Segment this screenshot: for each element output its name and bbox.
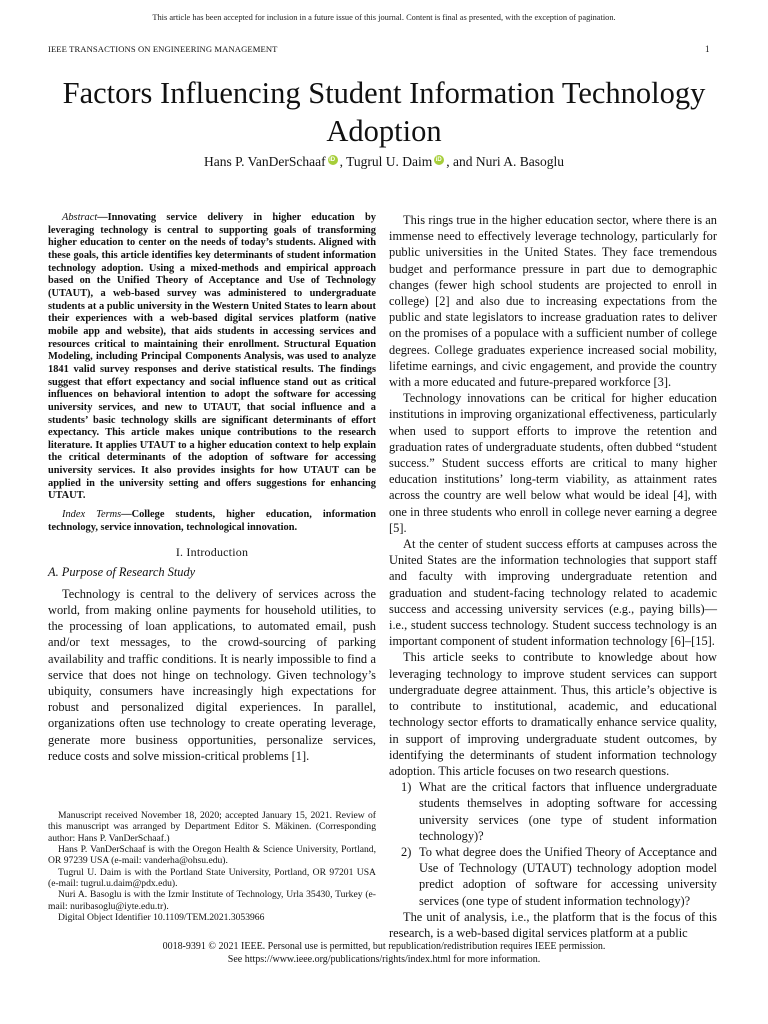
footnote: Nuri A. Basoglu is with the Izmir Institute of Technology, Urla 35430, Turkey (e-mail: nuribasoglu@iyte.edu.tr). [48, 889, 376, 912]
footnote: Tugrul U. Daim is with the Portland State University, Portland, OR 97201 USA (e-mail: tugrul.u.daim@pdx.edu). [48, 866, 376, 890]
paragraph: This rings true in the higher education sector, where there is an immense need to effectively leverage technology, particularly for public universities in the United States. They face tremendous budget and performance pressure in part due to demographic changes (fewer high school students are projected to enroll in college) [2] and also due to increasing expectations from the public and state legislators to increase graduation rates to deliver on the promises of a populace with a sufficient number of college degrees. College graduates experience increased social mobility, lifetime earnings, and civic engagement, and provide the country with a more educated and future-prepared workforce [3]. [389, 213, 717, 390]
orcid-icon[interactable] [434, 155, 444, 165]
subsection-heading: A. Purpose of Research Study [48, 564, 196, 579]
index-terms-label: Index Terms [62, 509, 122, 521]
author-name: Hans P. VanDerSchaaf [203, 154, 326, 169]
footnote: Digital Object Identifier 10.1109/TEM.2021.3053966 [58, 912, 265, 924]
orcid-icon[interactable] [328, 155, 338, 165]
abstract-text: —Innovating service delivery in higher education by leveraging technology is central to supporting goals of transforming higher education to center on the needs of today’s students. Aligned with these goals, this article identifies key determinants of student information technology adoption. Using a mixed-methods and empirical approach based on the Unified Theory of Acceptance and Use of Technology (UTAUT), a web-based survey was administered to undergraduate students at a public university in the Western United States to learn about their experiences with a web-based digital services platform (native mobile app and website), that aids students in accessing services and resources critical to maintaining their enrollment. Structural Equation Modeling, including Principal Components Analysis, was used to analyze 1841 valid survey responses and derive statistical results. The findings suggest that effort expectancy and social influence stand out as critical influences on behavioral intention to adopt the software for accessing university services, and new to UTAUT, that social influence and a students’ basic technology skills are significant determinants of effort expectancy. This article makes unique contributions to the research literature. It applies UTAUT to a higher education context to help explain the critical determinants of the adoption of software for accessing university services. It also provides insights for how UTAUT can be applied in the university setting and offers suggestions for enhancing UTAUT. [48, 212, 376, 502]
footnote: Manuscript received November 18, 2020; accepted January 15, 2021. Review of this manuscript was arranged by Department Editor S. Mäkinen. (Corresponding author: Hans P. VanDerSchaaf.) [48, 810, 376, 844]
page-number: 1 [705, 44, 710, 54]
copyright-line: 0018-9391 © 2021 IEEE. Personal use is permitted, but republication/redistribution requires IEEE permission. [162, 941, 606, 952]
index-terms [48, 509, 376, 534]
abstract-label: Abstract [62, 212, 98, 223]
question-text: What are the critical factors that influence undergraduate students themselves in adopting software for accessing university services (one type of student information technology)? [419, 780, 717, 843]
copyright-notice [0, 940, 768, 966]
paragraph: The unit of analysis, i.e., the platform that is the focus of this research, is a web-based digital services platform at a public [389, 909, 717, 940]
rights-link-line: See https://www.ieee.org/publications/rights/index.html for more information. [227, 954, 541, 965]
paragraph: Technology is central to the delivery of services across the world, from making online payments for household utilities, to the processing of loan applications, to automated email, push and/or text messages, to the crowd-sourcing of parking availability and traffic conditions. It is nearly impossible to find a service that does not hinge on technology. Given technology’s ubiquity, consumers have increasingly high expectations for robust and personalized digital experiences. In parallel, organizations often use technology to create operating leverage, generate more business opportunities, personalize services, reduce costs and solve mission-critical problems [1]. [48, 586, 376, 763]
footnote: Hans P. VanDerSchaaf is with the Oregon Health & Science University, Portland, OR 97239 USA (e-mail: vanderha@ohsu.edu). [48, 844, 376, 867]
paragraph: This article seeks to contribute to knowledge about how leveraging technology to improve student services can support undergraduate degree attainment. Thus, this article’s objective is to contribute to institutional, academic, and educational technology sector efforts to dramatically enhance service quality, in support of improving undergraduate student outcomes, by identifying the determinants of student information technology adoption. This article focuses on two research questions. [389, 650, 717, 778]
paragraph: At the center of student success efforts at campuses across the United States are the information technologies that support staff and faculty with improving undergraduate retention and graduation and student-facing technology related to academic success and accessing university services (e.g., paying bills)—i.e., student success technology. Student success technology is an important component of student information technology [6]–[15]. [389, 537, 717, 649]
index-terms-text: —College students, higher education, information technology, service innovation, technological innovation. [48, 509, 377, 533]
author-name: , Tugrul U. Daim [339, 154, 433, 169]
list-item [389, 844, 717, 909]
article-title: Factors Influencing Student Information Technology Adoption [62, 76, 706, 148]
acceptance-notice: This article has been accepted for inclusion in a future issue of this journal. Content is final as presented, with the exception of pagination. [152, 13, 616, 22]
list-item [389, 779, 717, 844]
footnotes [48, 810, 376, 923]
research-questions [389, 779, 717, 909]
list-number: 1) [401, 780, 412, 795]
right-column [389, 212, 717, 941]
author-name: , and Nuri A. Basoglu [446, 154, 564, 169]
abstract [48, 212, 376, 503]
journal-name: IEEE TRANSACTIONS ON ENGINEERING MANAGEMENT [48, 44, 278, 54]
section-heading: I. Introduction [175, 545, 249, 560]
list-number: 2) [401, 844, 412, 859]
question-text: To what degree does the Unified Theory of Acceptance and Use of Technology (UTAUT) technology adoption model predict adoption of software for accessing university services (one type of student information technology)? [419, 844, 717, 908]
paragraph: Technology innovations can be critical for higher education institutions in improving organizational effectiveness, particularly when used to support efforts to improve the retention and graduation rates of undergraduate students, often dubbed “student success.” Student success efforts are critical to many higher education institutions’ long-term viability, as attainment rates across the country are well below what would be ideal [4], with one in three students who enroll in college never earning a degree [5]. [389, 391, 717, 535]
left-column [48, 212, 376, 764]
author-list [0, 154, 768, 170]
